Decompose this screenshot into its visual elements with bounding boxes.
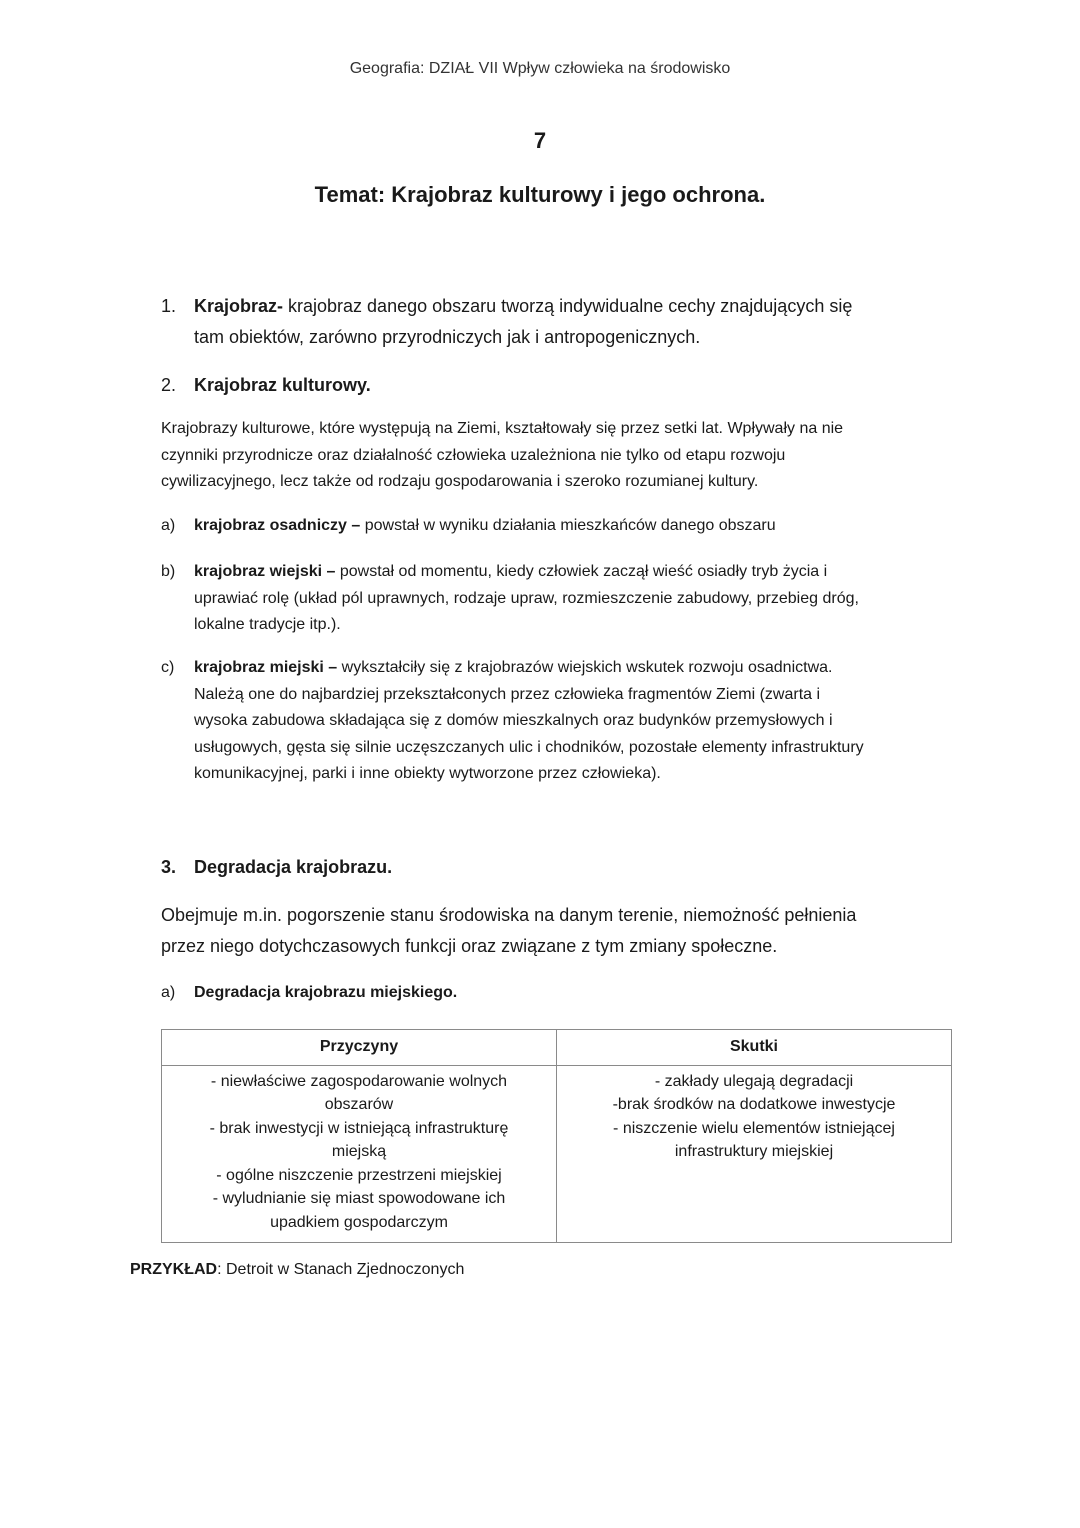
effect-line: - zakłady ulegają degradacji <box>654 1072 854 1090</box>
section-2-paragraph <box>161 416 961 496</box>
item-a-line1: powstał w wyniku działania mieszkańców danego obszaru <box>360 517 776 534</box>
section-3-number: 3. <box>161 857 177 877</box>
item-c-term: krajobraz miejski – <box>194 659 338 676</box>
item-a-text <box>194 513 964 540</box>
section-1-line2: tam obiektów, zarówno przyrodniczych jak i antropogenicznych. <box>194 327 701 347</box>
item-b-term: krajobraz wiejski – <box>194 563 336 580</box>
example-text: : Detroit w Stanach Zjednoczonych <box>217 1261 465 1278</box>
section-1-number: 1. <box>161 296 177 316</box>
item-b-text <box>194 559 974 639</box>
section-1-line1: krajobraz danego obszaru tworzą indywidualne cechy znajdujących się <box>283 296 853 316</box>
item-c-line2: Należą one do najbardziej przekształconych przez człowieka fragmentów Ziemi (zwarta i <box>194 685 821 703</box>
section-3-sub-heading: Degradacja krajobrazu miejskiego. <box>194 984 458 1001</box>
section-2-heading: Krajobraz kulturowy. <box>194 375 371 395</box>
cause-line: miejską <box>331 1143 387 1160</box>
page-number: 7 <box>533 128 547 153</box>
cause-line: - ogólne niszczenie przestrzeni miejskiej <box>216 1166 502 1184</box>
item-b-label: b) <box>161 563 176 580</box>
item-c-line1: wykształciły się z krajobrazów wiejskich wskutek rozwoju osadnictwa. <box>337 659 833 676</box>
section-3-sub-label: a) <box>161 984 176 1001</box>
item-c-label: c) <box>161 659 175 676</box>
item-c-line4: usługowych, gęsta się silnie uczęszczanych ulic i chodników, pozostałe elementy infrastruktury <box>194 738 864 756</box>
item-c-text <box>194 655 974 788</box>
effect-line: infrastruktury miejskiej <box>674 1143 834 1160</box>
effects-cell <box>557 1065 952 1242</box>
section-2-para-line: czynniki przyrodnicze oraz działalność człowieka uzależniona nie tylko od etapu rozwoju <box>161 446 786 464</box>
item-a-label: a) <box>161 517 176 534</box>
item-a-term: krajobraz osadniczy – <box>194 517 361 534</box>
effect-line: - niszczenie wielu elementów istniejącej <box>613 1119 895 1137</box>
section-1-text <box>194 291 964 353</box>
page-title: Temat: Krajobraz kulturowy i jego ochrona. <box>314 182 766 207</box>
section-2-number: 2. <box>161 375 177 395</box>
item-b-line3: lokalne tradycje itp.). <box>194 616 341 633</box>
table-header-row <box>162 1030 952 1066</box>
page-header: Geografia: DZIAŁ VII Wpływ człowieka na środowisko <box>349 60 731 77</box>
example-line <box>130 1257 464 1284</box>
section-3-line1: Obejmuje m.in. pogorszenie stanu środowiska na danym terenie, niemożność pełnienia <box>161 905 857 925</box>
cause-line: upadkiem gospodarczym <box>270 1213 448 1231</box>
effect-line: -brak środków na dodatkowe inwestycje <box>612 1096 896 1113</box>
table-header-effects: Skutki <box>557 1030 952 1066</box>
section-1-term: Krajobraz- <box>194 296 284 316</box>
section-2-para-line: Krajobrazy kulturowe, które występują na Ziemi, kształtowały się przez setki lat. Wpływały na nie <box>161 420 844 437</box>
item-b-line2: uprawiać rolę (układ pól uprawnych, rodzaje upraw, rozmieszczenie zabudowy, przebieg dróg, <box>194 589 859 607</box>
item-c-line3: wysoka zabudowa składająca się z domów mieszkalnych oraz budynków przemysłowych i <box>194 712 833 729</box>
table-header-causes: Przyczyny <box>162 1030 557 1066</box>
item-c-line5: komunikacyjnej, parki i inne obiekty wytworzone przez człowieka). <box>194 765 661 782</box>
section-3-heading: Degradacja krajobrazu. <box>194 857 393 877</box>
cause-line: obszarów <box>324 1096 394 1113</box>
table-row <box>162 1065 952 1242</box>
section-2-para-line: cywilizacyjnego, lecz także od rodzaju gospodarowania i szeroko rozumianej kultury. <box>161 473 759 490</box>
item-b-line1: powstał od momentu, kiedy człowiek zaczął wieść osiadły tryb życia i <box>335 563 828 580</box>
degradation-table <box>161 1029 952 1243</box>
example-label: PRZYKŁAD <box>130 1261 218 1278</box>
cause-line: - brak inwestycji w istniejącą infrastrukturę <box>209 1119 509 1137</box>
causes-cell <box>162 1065 557 1242</box>
cause-line: - niewłaściwe zagospodarowanie wolnych <box>210 1072 508 1090</box>
cause-line: - wyludnianie się miast spowodowane ich <box>212 1190 506 1207</box>
section-3-line2: przez niego dotychczasowych funkcji oraz związane z tym zmiany społeczne. <box>161 936 778 956</box>
section-3-paragraph <box>161 900 961 962</box>
